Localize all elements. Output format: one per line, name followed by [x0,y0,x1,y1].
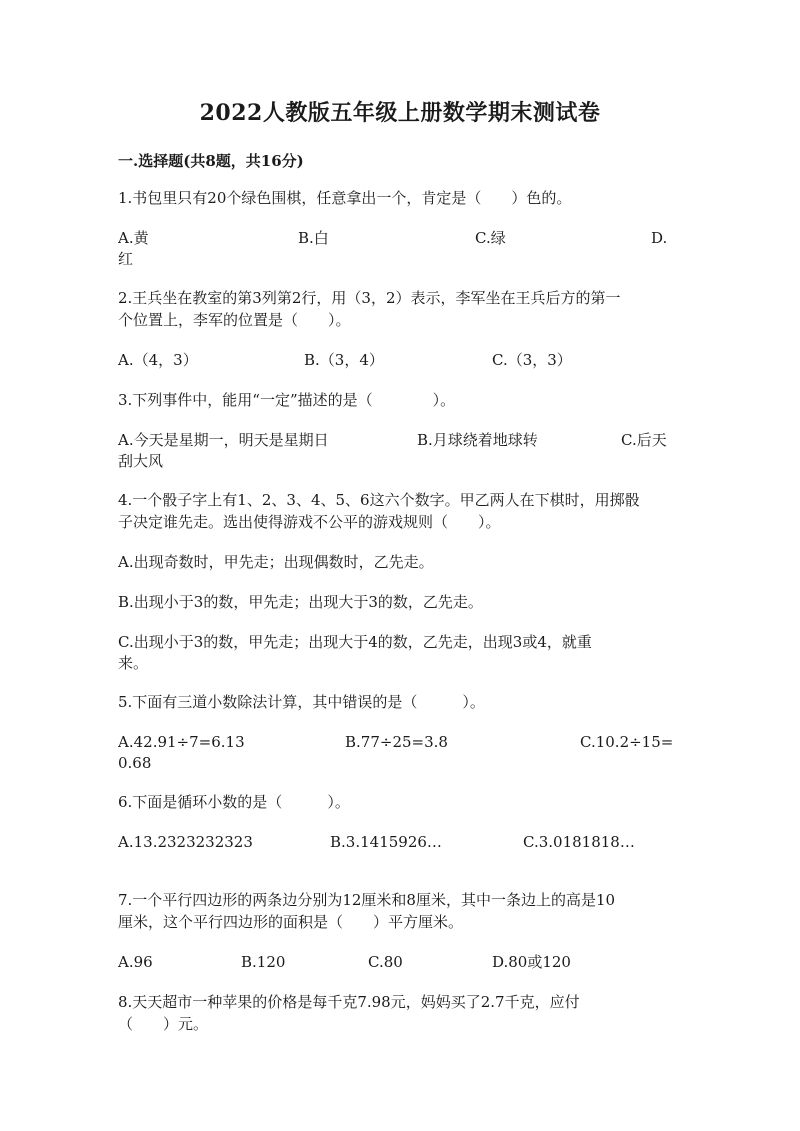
q1-option-b: B.白 [298,229,329,247]
q3-option-a: A.今天是星期一，明天是星期日 [118,431,329,449]
question-3-text: 3.下列事件中，能用“一定”描述的是（ ）。 [118,391,456,409]
question-4-text-line2: 子决定谁先走。选出使得游戏不公平的游戏规则（ ）。 [118,513,501,531]
q3-option-c: C.后天 [621,431,667,449]
q6-option-b: B.3.1415926… [330,833,442,851]
question-2-text-line2: 个位置上，李军的位置是（ ）。 [118,311,351,329]
q7-option-d: D.80或120 [492,953,571,971]
question-4-text-line1: 4.一个骰子字上有1、2、3、4、5、6这六个数字。甲乙两人在下棋时，用掷骰 [118,491,640,509]
q4-option-c-wrap: 来。 [118,654,149,672]
section-heading: 一.选择题(共8题，共16分) [118,152,304,170]
q2-option-c: C.（3，3） [492,351,572,369]
question-1-text: 1.书包里只有20个绿色围棋，任意拿出一个，肯定是（ ）色的。 [118,189,572,207]
q2-option-b: B.（3，4） [304,351,384,369]
q7-option-a: A.96 [118,953,153,971]
question-2-text-line1: 2.王兵坐在教室的第3列第2行，用（3，2）表示，李军坐在王兵后方的第一 [118,289,621,307]
question-7-text-line2: 厘米，这个平行四边形的面积是（ ）平方厘米。 [118,913,464,931]
q3-option-c-wrap: 刮大风 [118,452,164,470]
q1-option-a: A.黄 [118,229,149,247]
q1-option-d: D. [651,229,668,247]
q6-option-c: C.3.0181818… [523,833,635,851]
q7-option-b: B.120 [241,953,286,971]
q4-option-a: A.出现奇数时，甲先走；出现偶数时，乙先走。 [118,553,434,571]
q3-option-b: B.月球绕着地球转 [417,431,538,449]
q5-option-b: B.77÷25=3.8 [345,733,448,751]
q5-option-c: C.10.2÷15= [580,733,674,751]
question-8-text-line1: 8.天天超市一种苹果的价格是每千克7.98元，妈妈买了2.7千克，应付 [118,993,580,1011]
page-title: 2022人教版五年级上册数学期末测试卷 [199,100,601,126]
q5-option-c-wrap: 0.68 [118,754,152,772]
q4-option-c: C.出现小于3的数，甲先走；出现大于4的数，乙先走，出现3或4，就重 [118,633,592,651]
question-8-text-line2: （ ）元。 [118,1015,209,1033]
q6-option-a: A.13.2323232323 [118,833,253,851]
q5-option-a: A.42.91÷7=6.13 [118,733,245,751]
q1-option-c: C.绿 [475,229,506,247]
q1-option-d-wrap: 红 [118,250,134,268]
question-5-text: 5.下面有三道小数除法计算，其中错误的是（ ）。 [118,693,485,711]
q7-option-c: C.80 [368,953,403,971]
question-6-text: 6.下面是循环小数的是（ ）。 [118,793,350,811]
q2-option-a: A.（4，3） [118,351,198,369]
q4-option-b: B.出现小于3的数，甲先走；出现大于3的数，乙先走。 [118,593,483,611]
question-7-text-line1: 7.一个平行四边形的两条边分别为12厘米和8厘米，其中一条边上的高是10 [118,891,616,909]
